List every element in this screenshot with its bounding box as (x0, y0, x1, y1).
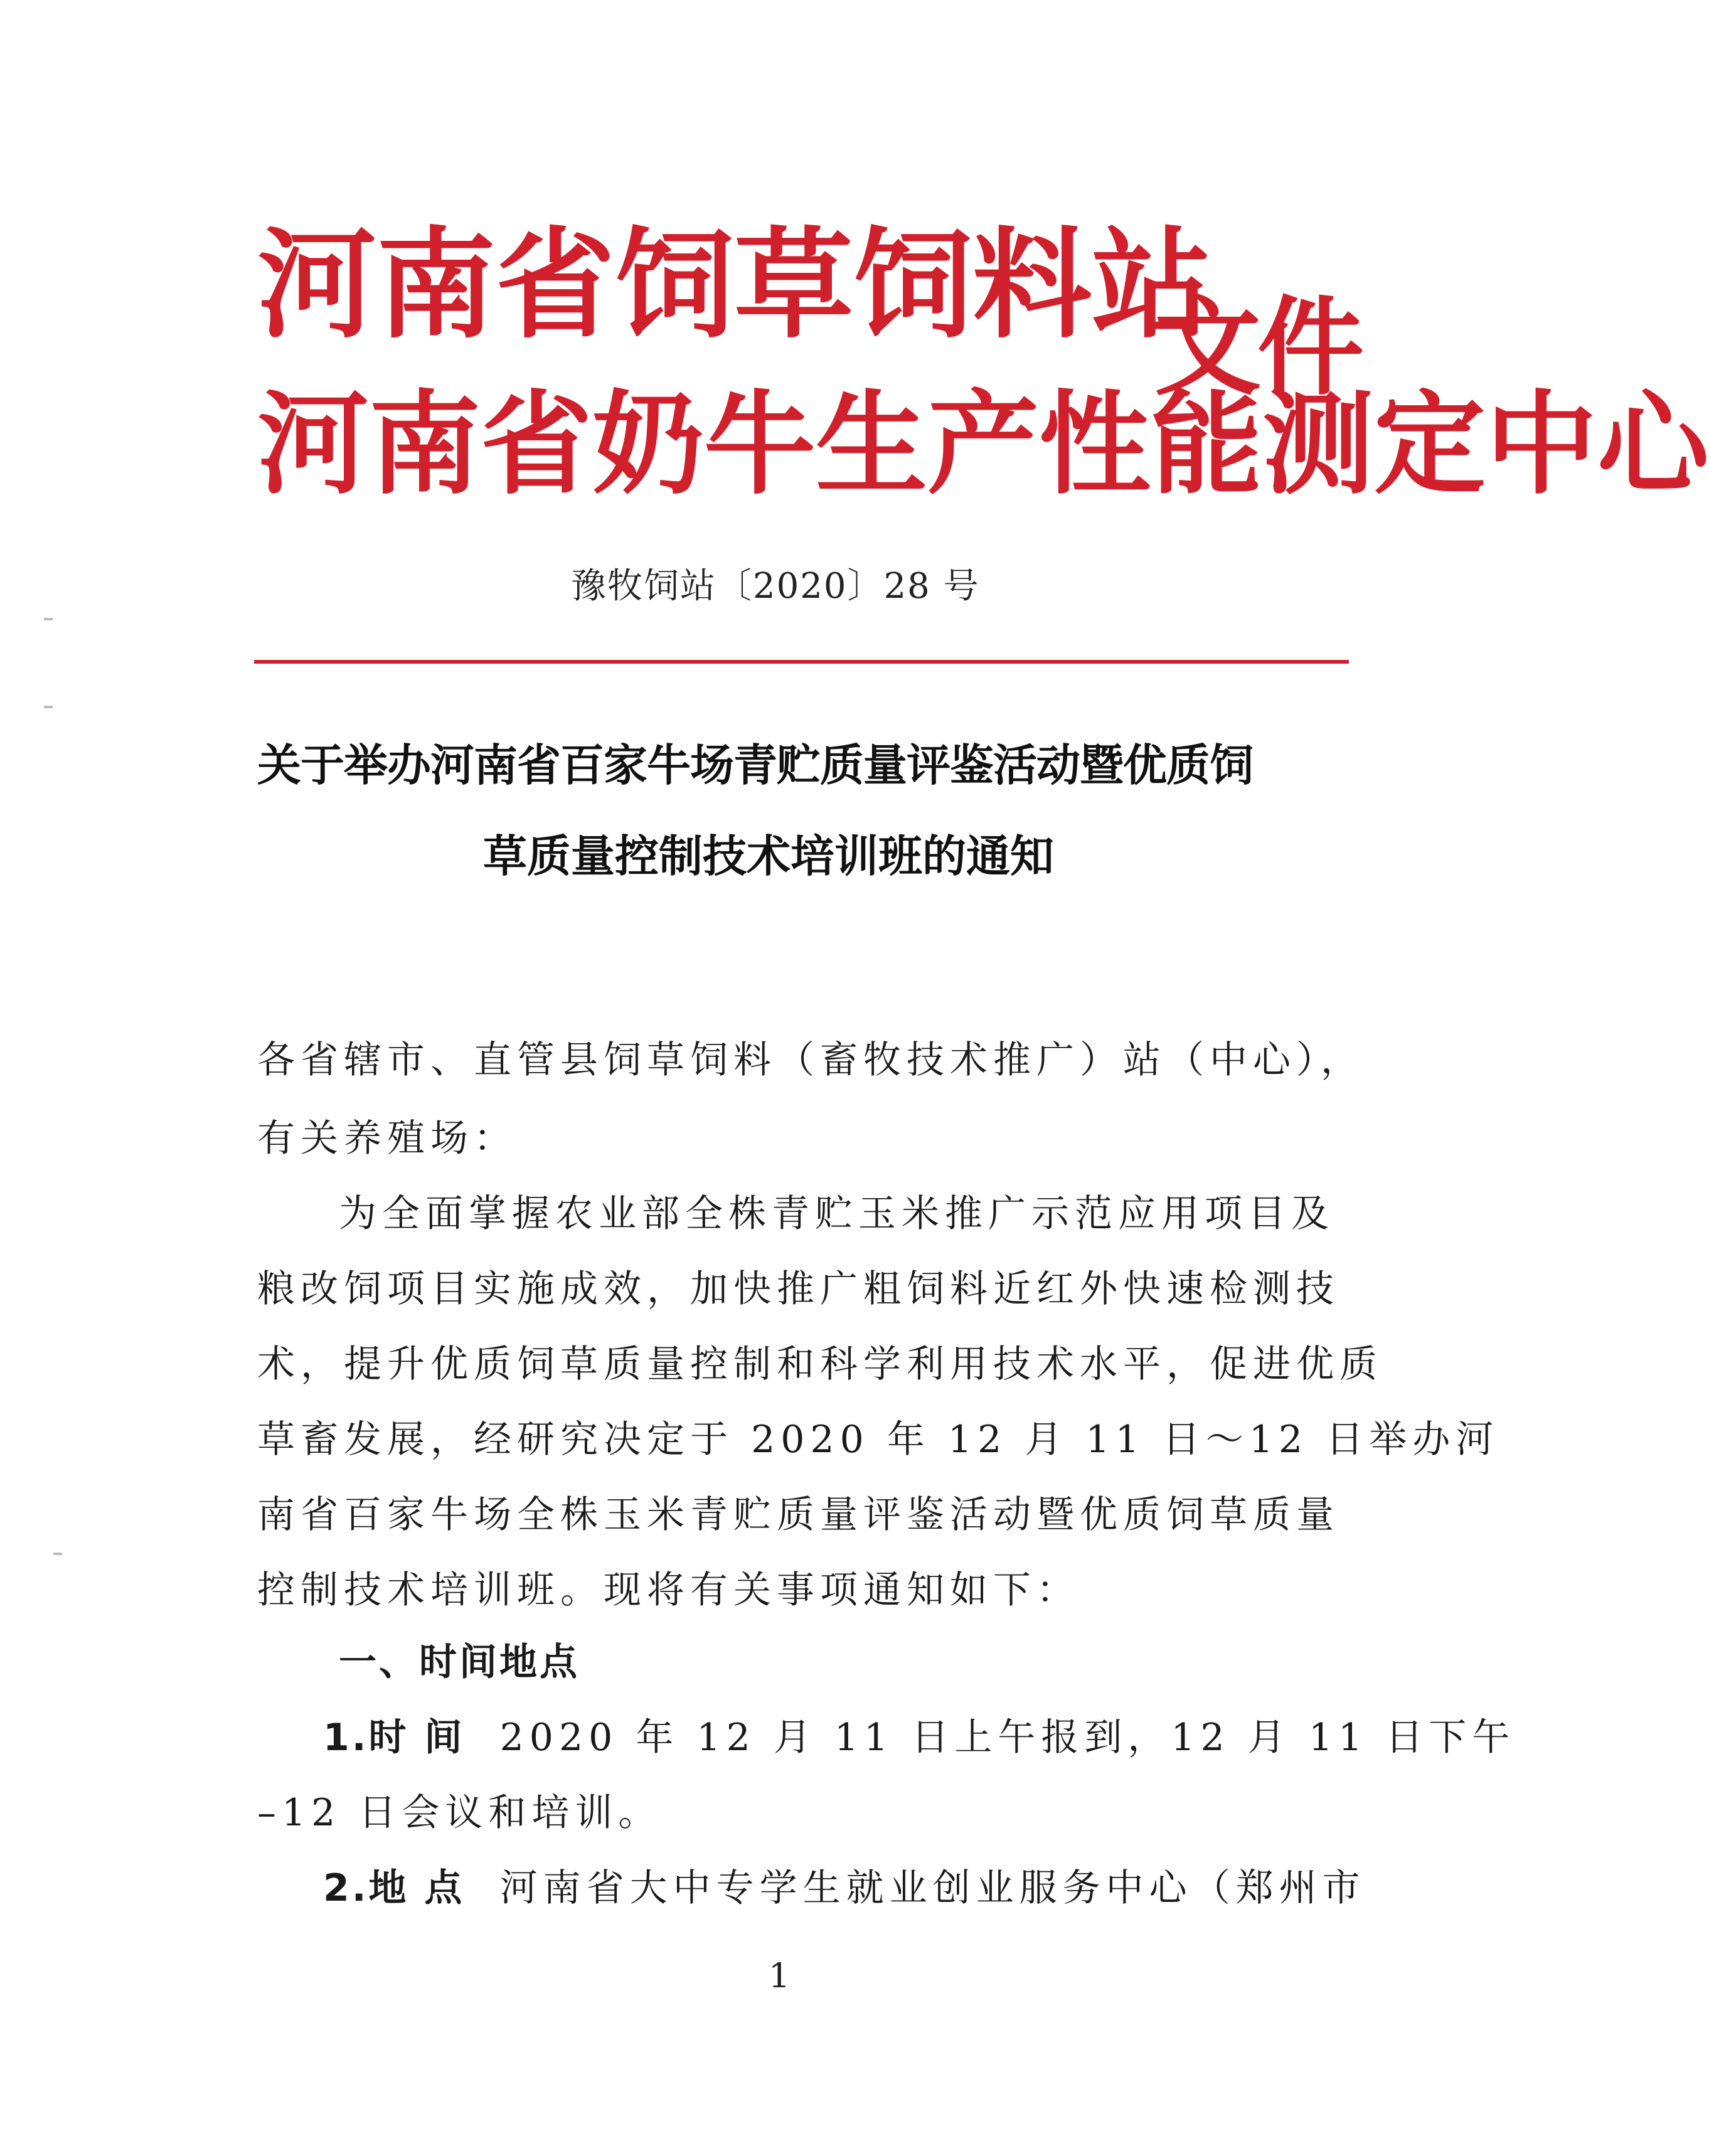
time-text: 2020 年 12 月 11 日上午报到，12 月 11 日下午 (499, 1716, 1516, 1760)
intro-line-4: 草畜发展，经研究决定于 2020 年 12 月 11 日～12 日举办河 (257, 1418, 1499, 1462)
org2-char: 省 (481, 380, 592, 509)
org1-char: 站 (1092, 216, 1211, 354)
org2-char: 性 (1039, 380, 1151, 509)
org2-char: 奶 (592, 380, 704, 509)
title-line-1: 关于举办河南省百家牛场青贮质量评鉴活动暨优质饲 (257, 740, 1253, 791)
org1-char: 草 (734, 216, 854, 354)
org2-char: 中 (1486, 380, 1597, 509)
place-row (323, 1866, 1366, 1910)
time-row (323, 1716, 1516, 1760)
intro-line-1: 为全面掌握农业部全株青贮玉米推广示范应用项目及 (339, 1192, 1334, 1236)
scan-artifact (44, 706, 53, 708)
org1-char: 饲 (615, 216, 735, 354)
intro-line-5: 南省百家牛场全株玉米青贮质量评鉴活动暨优质饲草质量 (257, 1493, 1339, 1537)
document-number: 豫牧饲站〔2020〕28 号 (571, 566, 980, 607)
org2-char: 心 (1597, 380, 1709, 509)
org2-char: 南 (369, 380, 481, 509)
time-label: 1.时 间 (323, 1716, 465, 1760)
intro-line-3: 术，提升优质饲草质量控制和科学利用技术水平，促进优质 (257, 1342, 1383, 1386)
org2-char: 牛 (704, 380, 816, 509)
intro-line-2: 粮改饲项目实施成效，加快推广粗饲料近红外快速检测技 (257, 1267, 1339, 1311)
letterhead-org-dairy-center (257, 380, 1709, 509)
org2-char: 定 (1374, 380, 1486, 509)
org1-char: 省 (496, 216, 615, 354)
org1-char: 饲 (853, 216, 973, 354)
org2-char: 河 (257, 380, 369, 509)
place-label: 2.地 点 (323, 1866, 465, 1910)
org2-char: 能 (1151, 380, 1262, 509)
scan-artifact (44, 618, 53, 620)
letterhead-suffix: 文件 (1154, 286, 1361, 410)
intro-line-6: 控制技术培训班。现将有关事项通知如下： (257, 1568, 1080, 1612)
addressee-line-2: 有关养殖场： (257, 1117, 517, 1160)
place-text: 河南省大中专学生就业创业服务中心（郑州市 (499, 1866, 1366, 1910)
time-row-continued: –12 日会议和培训。 (257, 1791, 662, 1835)
org1-char: 南 (376, 216, 496, 354)
title-line-2: 草质量控制技术培训班的通知 (483, 831, 1054, 882)
red-divider (254, 660, 1349, 664)
org1-char: 河 (257, 216, 377, 354)
section-heading-time-place: 一、时间地点 (339, 1640, 580, 1684)
org1-char: 料 (972, 216, 1092, 354)
org2-char: 测 (1262, 380, 1374, 509)
org2-char: 生 (816, 380, 927, 509)
scan-artifact (53, 1553, 62, 1555)
addressee-line-1: 各省辖市、直管县饲草饲料（畜牧技术推广）站（中心）， (257, 1038, 1364, 1082)
org2-char: 产 (927, 380, 1039, 509)
letterhead-org-feed-station (257, 216, 1211, 354)
page-number: 1 (769, 1956, 791, 1995)
